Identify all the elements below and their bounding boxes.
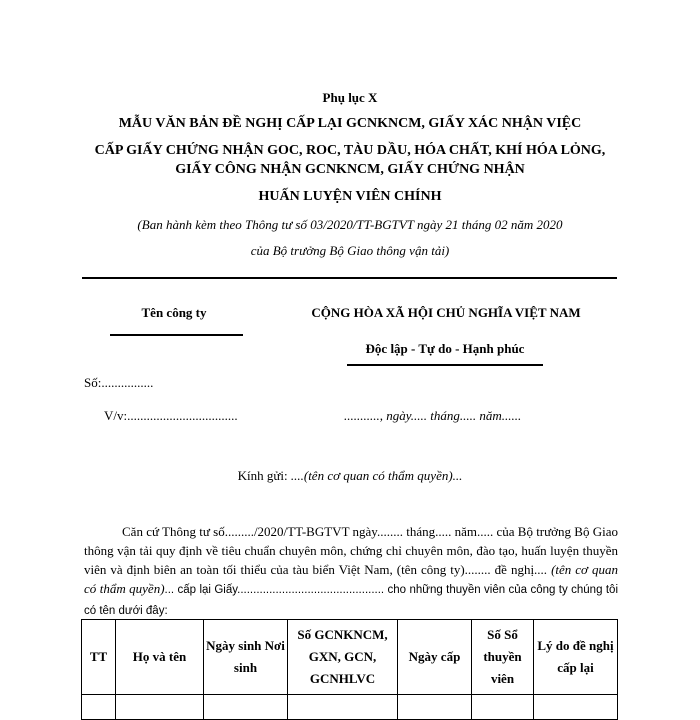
doc-title-line-2: CẤP GIẤY CHỨNG NHẬN GOC, ROC, TÀU DẦU, HÓA CHẤT, KHÍ HÓA LỎNG, bbox=[94, 143, 606, 158]
document-number: Số:................ bbox=[84, 375, 154, 390]
body-part-1: Căn cứ Thông tư số........./2020/TT-BGTVT ngày........ tháng..... năm..... của Bộ trưởng Bộ Giao thông vận tải quy định về tiêu chuẩn chuyên môn, chứng chỉ chuyên môn, đào tạo, huấn luyện thuyền viên và định biên an toàn tối thiểu của tàu biển Việt Nam, (tên công ty)........ đề nghị.... bbox=[84, 524, 618, 577]
table-cell bbox=[472, 695, 534, 720]
doc-title-line-4: HUẤN LUYỆN VIÊN CHÍNH bbox=[258, 189, 442, 204]
crew-table bbox=[81, 619, 618, 720]
table-cell bbox=[82, 695, 116, 720]
nation-name: CỘNG HÒA XÃ HỘI CHỦ NGHĨA VIỆT NAM bbox=[311, 305, 581, 320]
table-cell bbox=[288, 695, 398, 720]
addressee-text: ....(tên cơ quan có thẩm quyền)... bbox=[290, 468, 463, 483]
issued-note-line-1: (Ban hành kèm theo Thông tư số 03/2020/TT-BGTVT ngày 21 tháng 02 năm 2020 bbox=[137, 217, 563, 232]
doc-title-line-1: MẪU VĂN BẢN ĐỀ NGHỊ CẤP LẠI GCNKNCM, GIẤY XÁC NHẬN VIỆC bbox=[118, 116, 582, 131]
col-header-index: TT bbox=[82, 620, 116, 695]
col-header-full-name: Họ và tên bbox=[116, 620, 204, 695]
body-authority: (tên cơ quan có thẩm quyền) bbox=[84, 562, 619, 596]
col-header-seaman-book: Số Sổ thuyền viên bbox=[472, 620, 534, 695]
date-line: ..........., ngày..... tháng..... năm...... bbox=[344, 408, 522, 423]
table-cell bbox=[398, 695, 472, 720]
addressee bbox=[0, 468, 700, 484]
motto-underline bbox=[347, 364, 543, 366]
col-header-issue-date: Ngày cấp bbox=[398, 620, 472, 695]
body-part-3: ... cấp lại Giấy.............................................. cho những thuyền viên của công ty chúng tôi có tên dưới đây: bbox=[84, 584, 619, 617]
addressee-prefix: Kính gửi: bbox=[237, 468, 291, 483]
body-paragraph bbox=[84, 522, 618, 621]
table-cell bbox=[534, 695, 618, 720]
document-subject: V/v:.................................. bbox=[104, 408, 238, 423]
table-header-row bbox=[82, 620, 618, 695]
company-name: Tên công ty bbox=[141, 305, 207, 320]
doc-title-line-3: GIẤY CÔNG NHẬN GCNKNCM, GIẤY CHỨNG NHẬN bbox=[175, 162, 525, 177]
national-motto: Độc lập - Tự do - Hạnh phúc bbox=[365, 341, 525, 356]
header-divider bbox=[82, 277, 617, 279]
table-row bbox=[82, 695, 618, 720]
col-header-reason: Lý do đề nghị cấp lại bbox=[534, 620, 618, 695]
col-header-certificate-number: Số GCNKNCM, GXN, GCN, GCNHLVC bbox=[288, 620, 398, 695]
col-header-birth: Ngày sinh Nơi sinh bbox=[204, 620, 288, 695]
table-cell bbox=[116, 695, 204, 720]
issued-note-line-2: của Bộ trưởng Bộ Giao thông vận tải) bbox=[250, 243, 450, 258]
company-underline bbox=[110, 334, 243, 336]
appendix-label: Phụ lục X bbox=[322, 90, 378, 105]
table-cell bbox=[204, 695, 288, 720]
